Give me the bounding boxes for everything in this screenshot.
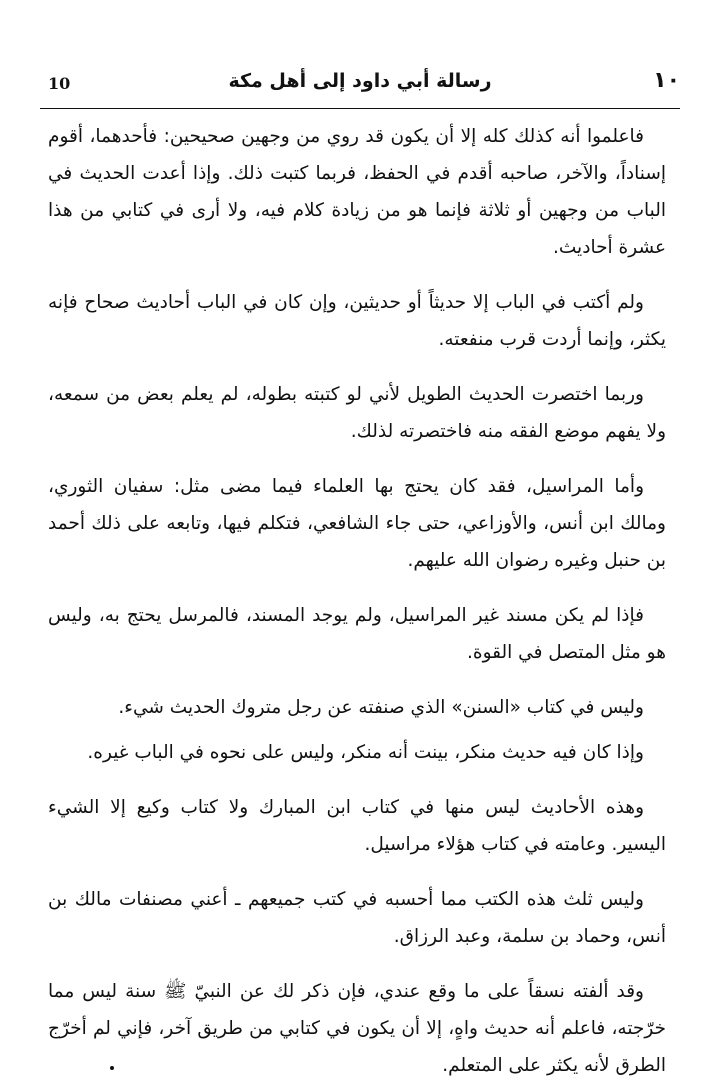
paragraph: ولم أكتب في الباب إلا حديثاً أو حديثين، وإن كان في الباب أحاديث صحاح فإنه يكثر، وإنما أردت قرب منفعته. [48, 292, 666, 350]
paragraph: فإذا لم يكن مسند غير المراسيل، ولم يوجد المسند، فالمرسل يحتج به، وليس هو مثل المتصل في القوة. [48, 605, 666, 663]
page-body [48, 118, 666, 1084]
paragraph: وإذا كان فيه حديث منكر، بينت أنه منكر، وليس على نحوه في الباب غيره. [87, 742, 644, 763]
running-title: رسالة أبي داود إلى أهل مكة [228, 70, 492, 92]
paragraph: وليس ثلث هذه الكتب مما أحسبه في كتب جميعهم ـ أعني مصنفات مالك بن أنس، وحماد بن سلمة، وعبد الرزاق. [48, 889, 666, 947]
paragraph: فاعلموا أنه كذلك كله إلا أن يكون قد روي من وجهين صحيحين: فأحدهما، أقوم إسناداً، والآخر، صاحبه أقدم في الحفظ، فربما كتبت ذلك. وإذا أعدت الحديث في الباب من وجهين أو ثلاثة فإنما هو من زيادة كلام فيه، ولا أرى في كتابي من هذا عشرة أحاديث. [48, 126, 666, 258]
print-speck [110, 1066, 114, 1070]
page-number-latin: 10 [48, 74, 71, 93]
paragraph: وقد ألفته نسقاً على ما وقع عندي، فإن ذكر لك عن النبيّ ﷺ سنة ليس مما خرّجته، فاعلم أنه حديث واهٍ، إلا أن يكون في كتابي من طريق آخر، فإني لم أخرّج الطرق لأنه يكثر على المتعلم. [48, 981, 666, 1076]
paragraph: وليس في كتاب «السنن» الذي صنفته عن رجل متروك الحديث شيء. [118, 697, 644, 718]
paragraph: وأما المراسيل، فقد كان يحتج بها العلماء فيما مضى مثل: سفيان الثوري، ومالك ابن أنس، والأوزاعي، حتى جاء الشافعي، فتكلم فيها، وتابعه على ذلك أحمد بن حنبل وغيره رضوان الله عليهم. [48, 476, 666, 571]
page-header [40, 66, 680, 102]
header-rule [40, 108, 680, 109]
page-number-arabic: ١٠ [653, 68, 680, 93]
paragraph: وربما اختصرت الحديث الطويل لأني لو كتبته بطوله، لم يعلم بعض من سمعه، ولا يفهم موضع الفقه منه فاختصرته لذلك. [48, 384, 666, 442]
paragraph: وهذه الأحاديث ليس منها في كتاب ابن المبارك ولا كتاب وكيع إلا الشيء اليسير. وعامته في كتاب هؤلاء مراسيل. [48, 797, 666, 855]
